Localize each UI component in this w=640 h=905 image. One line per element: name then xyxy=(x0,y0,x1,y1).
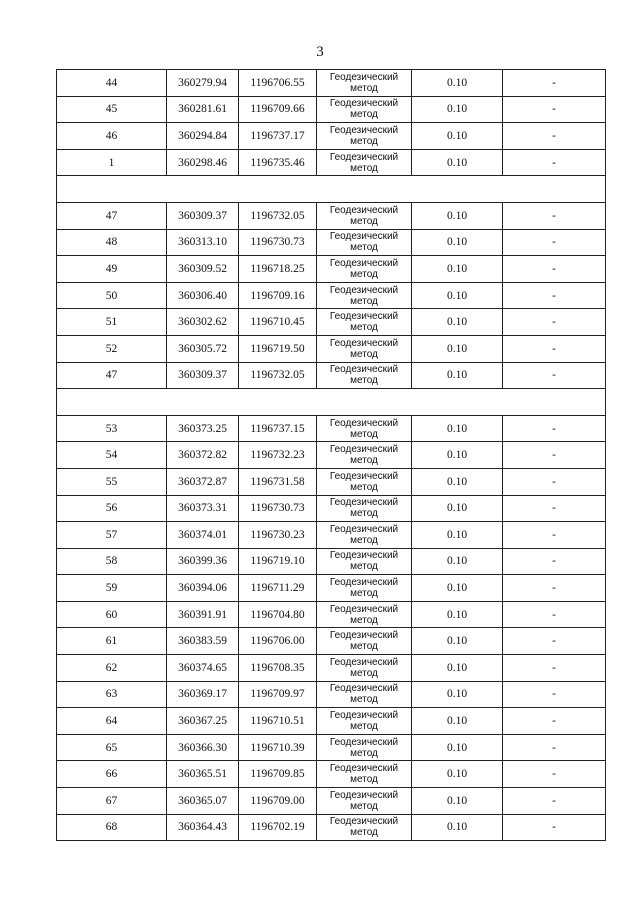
note-cell: - xyxy=(503,468,606,495)
x-coordinate-cell: 360399.36 xyxy=(167,548,239,575)
point-number-cell: 49 xyxy=(57,256,167,283)
method-cell: Геодезический метод xyxy=(317,788,412,815)
method-cell: Геодезический метод xyxy=(317,202,412,229)
method-cell: Геодезический метод xyxy=(317,282,412,309)
page-number: 3 xyxy=(316,44,324,60)
method-cell: Геодезический метод xyxy=(317,708,412,735)
x-coordinate-cell: 360294.84 xyxy=(167,123,239,150)
y-coordinate-cell: 1196732.05 xyxy=(239,202,317,229)
table-row xyxy=(57,575,606,602)
y-coordinate-cell: 1196719.10 xyxy=(239,548,317,575)
table-row xyxy=(57,761,606,788)
y-coordinate-cell: 1196708.35 xyxy=(239,655,317,682)
method-cell: Геодезический метод xyxy=(317,734,412,761)
method-cell: Геодезический метод xyxy=(317,548,412,575)
note-cell: - xyxy=(503,123,606,150)
y-coordinate-cell: 1196710.45 xyxy=(239,309,317,336)
accuracy-cell: 0.10 xyxy=(412,202,503,229)
method-cell: Геодезический метод xyxy=(317,96,412,123)
y-coordinate-cell: 1196730.73 xyxy=(239,495,317,522)
y-coordinate-cell: 1196732.23 xyxy=(239,442,317,469)
x-coordinate-cell: 360309.37 xyxy=(167,362,239,389)
accuracy-cell: 0.10 xyxy=(412,788,503,815)
point-number-cell: 64 xyxy=(57,708,167,735)
method-cell: Геодезический метод xyxy=(317,229,412,256)
accuracy-cell: 0.10 xyxy=(412,309,503,336)
table-row xyxy=(57,256,606,283)
y-coordinate-cell: 1196706.55 xyxy=(239,70,317,97)
accuracy-cell: 0.10 xyxy=(412,123,503,150)
y-coordinate-cell: 1196704.80 xyxy=(239,601,317,628)
x-coordinate-cell: 360309.37 xyxy=(167,202,239,229)
table-row xyxy=(57,149,606,176)
y-coordinate-cell: 1196730.23 xyxy=(239,522,317,549)
accuracy-cell: 0.10 xyxy=(412,70,503,97)
x-coordinate-cell: 360394.06 xyxy=(167,575,239,602)
method-cell: Геодезический метод xyxy=(317,575,412,602)
contour-separator-row xyxy=(57,389,606,416)
table-row xyxy=(57,814,606,841)
table-row xyxy=(57,415,606,442)
accuracy-cell: 0.10 xyxy=(412,335,503,362)
note-cell: - xyxy=(503,70,606,97)
point-number-cell: 45 xyxy=(57,96,167,123)
x-coordinate-cell: 360374.01 xyxy=(167,522,239,549)
table-row xyxy=(57,495,606,522)
point-number-cell: 50 xyxy=(57,282,167,309)
y-coordinate-cell: 1196737.17 xyxy=(239,123,317,150)
point-number-cell: 60 xyxy=(57,601,167,628)
table-row xyxy=(57,335,606,362)
y-coordinate-cell: 1196709.00 xyxy=(239,788,317,815)
x-coordinate-cell: 360281.61 xyxy=(167,96,239,123)
table-row xyxy=(57,123,606,150)
note-cell: - xyxy=(503,788,606,815)
accuracy-cell: 0.10 xyxy=(412,442,503,469)
method-cell: Геодезический метод xyxy=(317,70,412,97)
table-row xyxy=(57,202,606,229)
accuracy-cell: 0.10 xyxy=(412,256,503,283)
y-coordinate-cell: 1196710.39 xyxy=(239,734,317,761)
table-row xyxy=(57,655,606,682)
x-coordinate-cell: 360279.94 xyxy=(167,70,239,97)
x-coordinate-cell: 360306.40 xyxy=(167,282,239,309)
note-cell: - xyxy=(503,202,606,229)
note-cell: - xyxy=(503,282,606,309)
x-coordinate-cell: 360373.31 xyxy=(167,495,239,522)
note-cell: - xyxy=(503,628,606,655)
accuracy-cell: 0.10 xyxy=(412,655,503,682)
method-cell: Геодезический метод xyxy=(317,522,412,549)
table-row xyxy=(57,229,606,256)
note-cell: - xyxy=(503,734,606,761)
note-cell: - xyxy=(503,495,606,522)
method-cell: Геодезический метод xyxy=(317,495,412,522)
note-cell: - xyxy=(503,96,606,123)
point-number-cell: 48 xyxy=(57,229,167,256)
x-coordinate-cell: 360364.43 xyxy=(167,814,239,841)
method-cell: Геодезический метод xyxy=(317,362,412,389)
point-number-cell: 47 xyxy=(57,362,167,389)
accuracy-cell: 0.10 xyxy=(412,601,503,628)
note-cell: - xyxy=(503,708,606,735)
point-number-cell: 63 xyxy=(57,681,167,708)
y-coordinate-cell: 1196709.97 xyxy=(239,681,317,708)
method-cell: Геодезический метод xyxy=(317,335,412,362)
accuracy-cell: 0.10 xyxy=(412,734,503,761)
coordinates-table-body xyxy=(57,70,606,841)
accuracy-cell: 0.10 xyxy=(412,362,503,389)
x-coordinate-cell: 360298.46 xyxy=(167,149,239,176)
note-cell: - xyxy=(503,335,606,362)
point-number-cell: 51 xyxy=(57,309,167,336)
method-cell: Геодезический метод xyxy=(317,601,412,628)
table-row xyxy=(57,708,606,735)
note-cell: - xyxy=(503,575,606,602)
accuracy-cell: 0.10 xyxy=(412,149,503,176)
point-number-cell: 53 xyxy=(57,415,167,442)
note-cell: - xyxy=(503,761,606,788)
table-row xyxy=(57,362,606,389)
point-number-cell: 61 xyxy=(57,628,167,655)
note-cell: - xyxy=(503,256,606,283)
method-cell: Геодезический метод xyxy=(317,655,412,682)
table-row xyxy=(57,522,606,549)
x-coordinate-cell: 360383.59 xyxy=(167,628,239,655)
table-row xyxy=(57,628,606,655)
accuracy-cell: 0.10 xyxy=(412,548,503,575)
table-row xyxy=(57,788,606,815)
method-cell: Геодезический метод xyxy=(317,149,412,176)
y-coordinate-cell: 1196731.58 xyxy=(239,468,317,495)
y-coordinate-cell: 1196710.51 xyxy=(239,708,317,735)
method-cell: Геодезический метод xyxy=(317,814,412,841)
method-cell: Геодезический метод xyxy=(317,468,412,495)
x-coordinate-cell: 360313.10 xyxy=(167,229,239,256)
y-coordinate-cell: 1196709.16 xyxy=(239,282,317,309)
point-number-cell: 44 xyxy=(57,70,167,97)
table-row xyxy=(57,468,606,495)
method-cell: Геодезический метод xyxy=(317,628,412,655)
accuracy-cell: 0.10 xyxy=(412,96,503,123)
y-coordinate-cell: 1196709.66 xyxy=(239,96,317,123)
point-number-cell: 67 xyxy=(57,788,167,815)
table-row xyxy=(57,442,606,469)
accuracy-cell: 0.10 xyxy=(412,522,503,549)
coordinates-table xyxy=(56,69,606,841)
x-coordinate-cell: 360372.87 xyxy=(167,468,239,495)
separator-cell xyxy=(57,389,606,416)
x-coordinate-cell: 360373.25 xyxy=(167,415,239,442)
note-cell: - xyxy=(503,548,606,575)
x-coordinate-cell: 360309.52 xyxy=(167,256,239,283)
point-number-cell: 55 xyxy=(57,468,167,495)
x-coordinate-cell: 360391.91 xyxy=(167,601,239,628)
table-row xyxy=(57,681,606,708)
x-coordinate-cell: 360365.51 xyxy=(167,761,239,788)
accuracy-cell: 0.10 xyxy=(412,415,503,442)
accuracy-cell: 0.10 xyxy=(412,468,503,495)
point-number-cell: 47 xyxy=(57,202,167,229)
point-number-cell: 52 xyxy=(57,335,167,362)
point-number-cell: 66 xyxy=(57,761,167,788)
method-cell: Геодезический метод xyxy=(317,123,412,150)
note-cell: - xyxy=(503,522,606,549)
point-number-cell: 65 xyxy=(57,734,167,761)
y-coordinate-cell: 1196718.25 xyxy=(239,256,317,283)
point-number-cell: 59 xyxy=(57,575,167,602)
method-cell: Геодезический метод xyxy=(317,761,412,788)
table-row xyxy=(57,734,606,761)
method-cell: Геодезический метод xyxy=(317,309,412,336)
x-coordinate-cell: 360372.82 xyxy=(167,442,239,469)
method-cell: Геодезический метод xyxy=(317,415,412,442)
x-coordinate-cell: 360374.65 xyxy=(167,655,239,682)
note-cell: - xyxy=(503,442,606,469)
accuracy-cell: 0.10 xyxy=(412,282,503,309)
table-row xyxy=(57,282,606,309)
method-cell: Геодезический метод xyxy=(317,256,412,283)
point-number-cell: 54 xyxy=(57,442,167,469)
note-cell: - xyxy=(503,814,606,841)
note-cell: - xyxy=(503,149,606,176)
method-cell: Геодезический метод xyxy=(317,681,412,708)
y-coordinate-cell: 1196709.85 xyxy=(239,761,317,788)
point-number-cell: 58 xyxy=(57,548,167,575)
point-number-cell: 1 xyxy=(57,149,167,176)
separator-cell xyxy=(57,176,606,203)
note-cell: - xyxy=(503,362,606,389)
accuracy-cell: 0.10 xyxy=(412,628,503,655)
y-coordinate-cell: 1196702.19 xyxy=(239,814,317,841)
point-number-cell: 62 xyxy=(57,655,167,682)
point-number-cell: 57 xyxy=(57,522,167,549)
accuracy-cell: 0.10 xyxy=(412,708,503,735)
y-coordinate-cell: 1196735.46 xyxy=(239,149,317,176)
accuracy-cell: 0.10 xyxy=(412,681,503,708)
x-coordinate-cell: 360366.30 xyxy=(167,734,239,761)
point-number-cell: 68 xyxy=(57,814,167,841)
x-coordinate-cell: 360369.17 xyxy=(167,681,239,708)
accuracy-cell: 0.10 xyxy=(412,229,503,256)
y-coordinate-cell: 1196711.29 xyxy=(239,575,317,602)
x-coordinate-cell: 360367.25 xyxy=(167,708,239,735)
y-coordinate-cell: 1196732.05 xyxy=(239,362,317,389)
x-coordinate-cell: 360305.72 xyxy=(167,335,239,362)
point-number-cell: 46 xyxy=(57,123,167,150)
y-coordinate-cell: 1196737.15 xyxy=(239,415,317,442)
note-cell: - xyxy=(503,309,606,336)
table-row xyxy=(57,548,606,575)
accuracy-cell: 0.10 xyxy=(412,495,503,522)
table-row xyxy=(57,309,606,336)
contour-separator-row xyxy=(57,176,606,203)
point-number-cell: 56 xyxy=(57,495,167,522)
y-coordinate-cell: 1196719.50 xyxy=(239,335,317,362)
note-cell: - xyxy=(503,681,606,708)
y-coordinate-cell: 1196730.73 xyxy=(239,229,317,256)
note-cell: - xyxy=(503,655,606,682)
accuracy-cell: 0.10 xyxy=(412,761,503,788)
note-cell: - xyxy=(503,415,606,442)
method-cell: Геодезический метод xyxy=(317,442,412,469)
accuracy-cell: 0.10 xyxy=(412,814,503,841)
accuracy-cell: 0.10 xyxy=(412,575,503,602)
note-cell: - xyxy=(503,601,606,628)
table-row xyxy=(57,96,606,123)
table-row xyxy=(57,601,606,628)
note-cell: - xyxy=(503,229,606,256)
y-coordinate-cell: 1196706.00 xyxy=(239,628,317,655)
table-row xyxy=(57,70,606,97)
x-coordinate-cell: 360302.62 xyxy=(167,309,239,336)
x-coordinate-cell: 360365.07 xyxy=(167,788,239,815)
